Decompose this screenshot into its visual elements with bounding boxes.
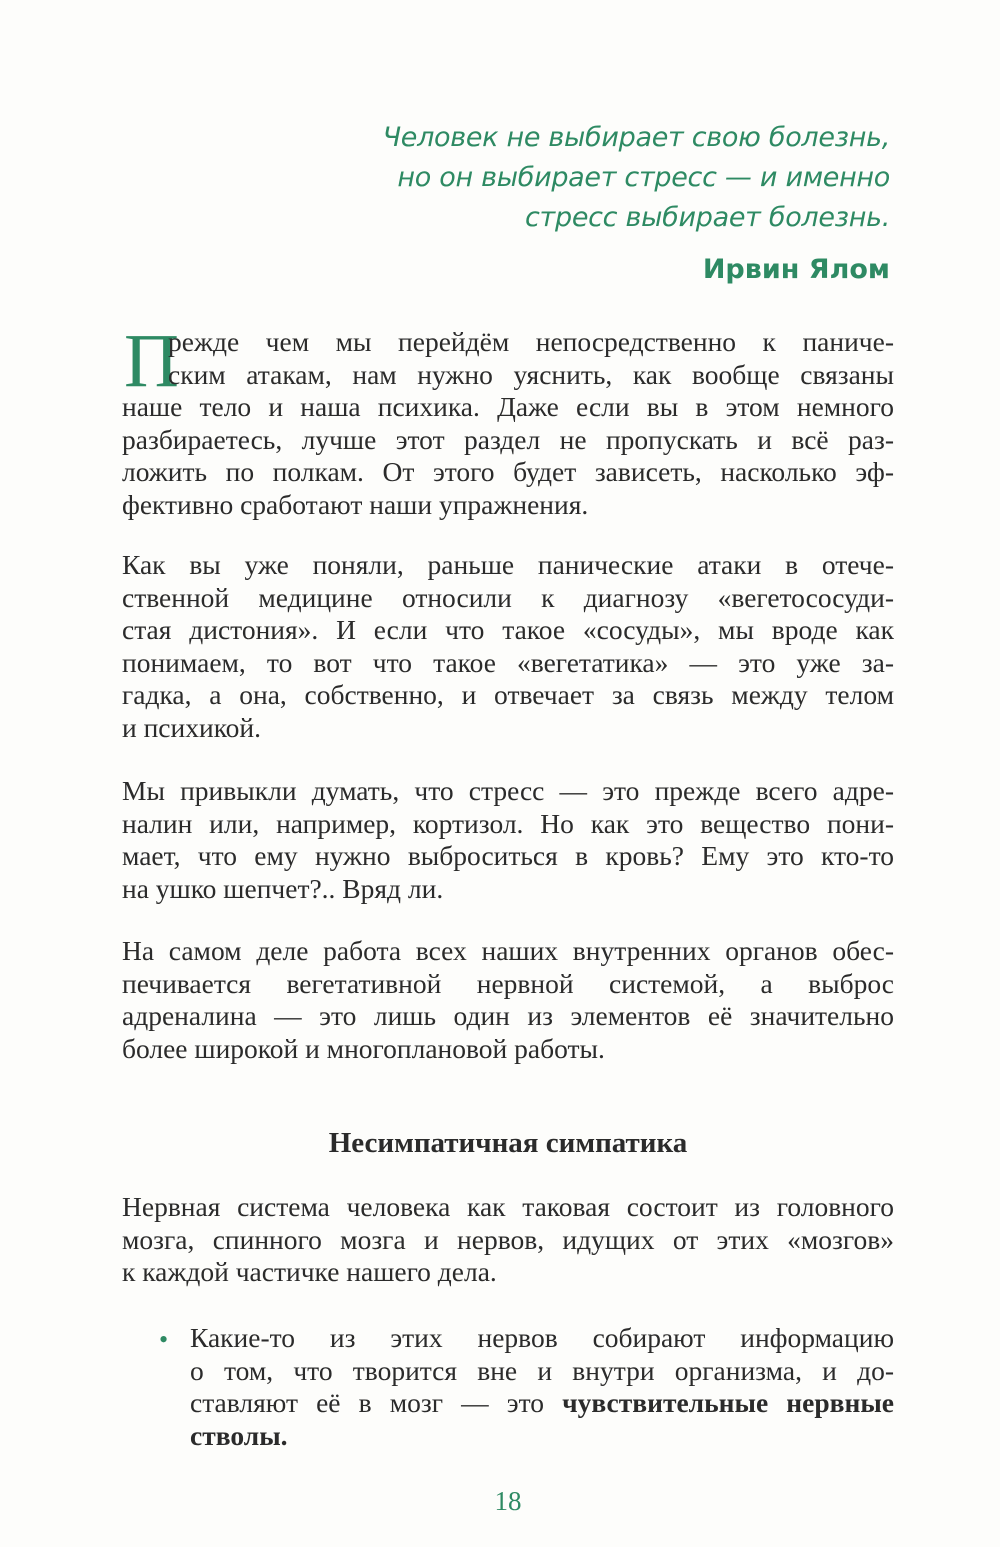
text-line: и психикой. xyxy=(122,711,262,743)
text-line: более широкой и многоплановой работы. xyxy=(122,1032,605,1064)
paragraph-nervous-system xyxy=(122,1191,894,1289)
text-line: стая дистония». И если что такое «сосуды», мы вроде как xyxy=(122,614,894,645)
text-line-mixed xyxy=(190,1387,894,1420)
text-line: разбираетесь, лучше этот раздел не пропускать и всё раз- xyxy=(122,423,894,455)
bold-term: чувствительные нервные xyxy=(562,1387,895,1418)
epigraph xyxy=(270,118,890,290)
text-line: гадка, а она, собственно, и отвечает за связь между телом xyxy=(122,679,894,710)
drop-cap: П xyxy=(124,319,179,403)
text-line: мает, что ему нужно выброситься в кровь? Ему это кто-то xyxy=(122,840,894,871)
epigraph-line: Человек не выбирает свою болезнь, xyxy=(382,122,890,153)
bullet-icon: • xyxy=(159,1325,169,1354)
text-line: Нервная система человека как таковая состоит из головного xyxy=(122,1191,894,1222)
paragraph-intro xyxy=(122,326,894,521)
epigraph-line: стресс выбирает болезнь. xyxy=(525,202,890,233)
text-line: наше тело и наша психика. Даже если вы в этом немного xyxy=(122,391,894,422)
text-line: ским атакам, нам нужно уяснить, как вообще связаны xyxy=(168,358,894,390)
bold-term: стволы. xyxy=(190,1419,288,1451)
section-heading: Несимпатичная симпатика xyxy=(328,1127,688,1159)
text-line: ложить по полкам. От этого будет зависеть, насколько эф- xyxy=(122,456,894,487)
text-line: ственной медицине относили к диагнозу «вегетососуди- xyxy=(122,581,894,613)
text-line: адреналина — это лишь один из элементов её значительно xyxy=(122,1000,894,1031)
text-line: фективно сработают наши упражнения. xyxy=(122,488,589,520)
text-line: о том, что творится вне и внутри организма, и до- xyxy=(190,1354,894,1386)
text-fragment: ставляют её в мозг — это xyxy=(190,1387,563,1418)
paragraph-autonomic xyxy=(122,935,894,1065)
text-line: мозга, спинного мозга и нервов, идущих от этих «мозгов» xyxy=(122,1223,894,1255)
text-line: Мы привыкли думать, что стресс — это прежде всего адре- xyxy=(122,775,894,806)
text-line: Какие-то из этих нервов собирают информацию xyxy=(190,1322,894,1353)
text-line: На самом деле работа всех наших внутренних органов обес- xyxy=(122,935,894,966)
text-line: к каждой частичке нашего дела. xyxy=(122,1256,497,1287)
text-line: понимаем, то вот что такое «вегетатика» — это уже за- xyxy=(122,646,894,678)
text-line: на ушко шепчет?.. Вряд ли. xyxy=(122,872,444,904)
epigraph-author: Ирвин Ялом xyxy=(702,254,890,285)
page-number: 18 xyxy=(494,1486,522,1516)
text-line: режде чем мы перейдём непосредственно к паниче- xyxy=(168,326,894,357)
text-line: налин или, например, кортизол. Но как это вещество пони- xyxy=(122,807,894,839)
paragraph-adrenaline xyxy=(122,775,894,905)
text-line: печивается вегетативной нервной системой, а выброс xyxy=(122,967,894,999)
paragraph-vsd xyxy=(122,549,894,744)
bullet-item xyxy=(190,1322,894,1452)
epigraph-line: но он выбирает стресс — и именно xyxy=(397,162,890,193)
text-line: Как вы уже поняли, раньше панические атаки в отече- xyxy=(122,549,894,580)
